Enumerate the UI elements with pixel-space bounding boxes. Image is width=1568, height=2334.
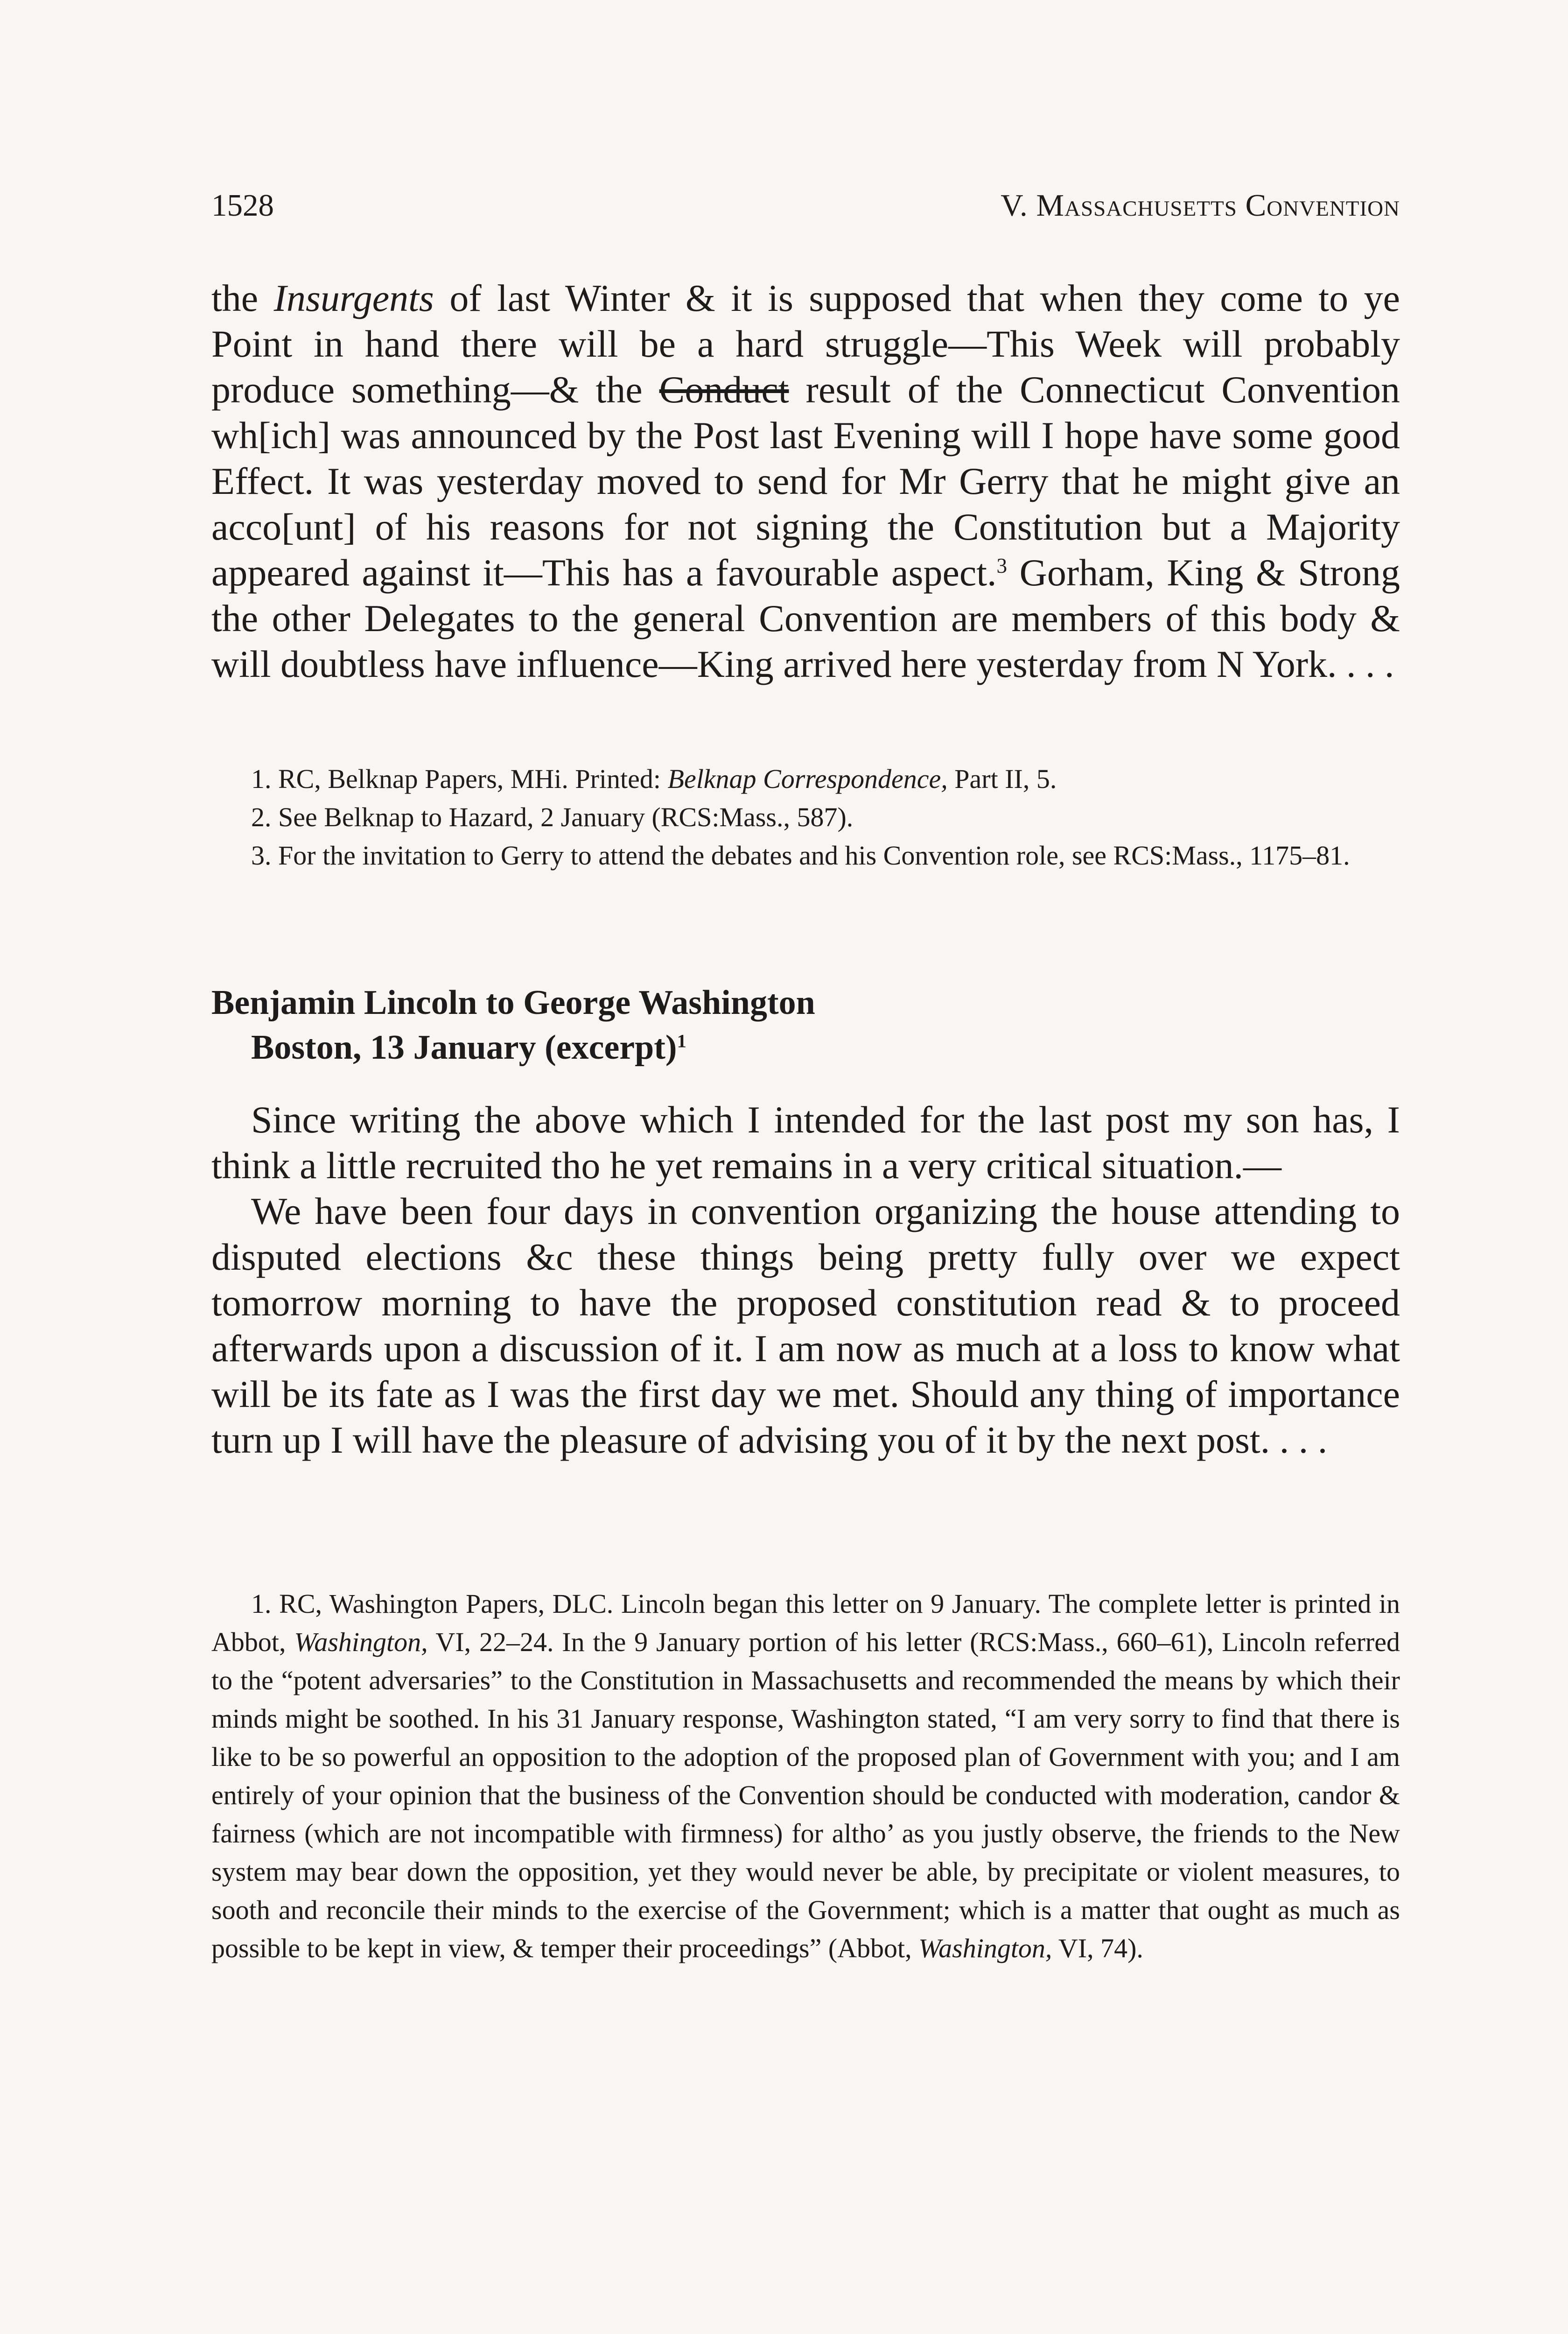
text-run: Boston, 13 January (excerpt): [251, 1028, 677, 1067]
text-run: VI, 74).: [1052, 1933, 1143, 1963]
section-title: V. Massachusetts Convention: [1001, 188, 1400, 223]
footnote-2: 2. See Belknap to Hazard, 2 January (RCS:Mass., 587).: [251, 802, 854, 832]
footnote-1: [211, 760, 1400, 798]
footnotes-letter2: [211, 1585, 1400, 1968]
paragraph-2: We have been four days in convention organizing the house attending to disputed elections &c these things being pretty fully over we expect tomorrow morning to have the proposed constitution read & to proceed afterwards upon a discussion of it. I am now as much at a loss to know what will be its fate as I was the first day we met. Should any thing of importance turn up I will have the pleasure of advising you of it by the next post. . . .: [211, 1190, 1400, 1461]
paragraph-1: Since writing the above which I intended for the last post my son has, I think a little recruited tho he yet remains in a very critical situation.—: [211, 1098, 1400, 1187]
footnotes-letter1: [211, 760, 1400, 875]
text-run: 1. RC, Washington Papers, DLC. Lincoln began this letter on 9 January. The complete letter is printed in Abbot,: [211, 1589, 1400, 1657]
heading-place-date: [211, 1025, 1400, 1070]
italic-run: Belknap Correspondence,: [667, 764, 948, 794]
letter-heading: [211, 980, 1400, 1070]
page-number: 1528: [211, 188, 274, 223]
text-run: Gorham, King & Strong the other Delegates to the general Convention are members of this body & will doubtless have influence—King arrived here yesterday from N York. . . .: [211, 551, 1400, 685]
footnote-ref: 1: [677, 1030, 686, 1052]
text-run: 1. RC, Belknap Papers, MHi. Printed:: [251, 764, 668, 794]
heading-title: Benjamin Lincoln to George Washington: [211, 984, 815, 1022]
text-run: VI, 22–24. In the 9 January portion of his letter (RCS:Mass., 660–61), Lincoln referred to the “potent adversaries” to the Constitution in Massachusetts and recommended the means by which their minds might be soothed. In his 31 January response, Washington stated, “I am very sorry to find that there is like to be so powerful an opposition to the adoption of the proposed plan of Government with you; and I am entirely of your opinion that the business of the Convention should be conducted with moderation, candor & fairness (which are not incompatible with firmness) for altho’ as you justly observe, the friends to the New system may bear down the opposition, yet they would never be able, by precipitate or violent measures, to sooth and reconcile their minds to the exercise of the Government; which is a matter that ought as much as possible to be kept in view, & temper their proceedings” (Abbot,: [211, 1627, 1400, 1963]
letter-continuation: [211, 275, 1400, 687]
italic-run: Washington,: [294, 1627, 428, 1657]
italic-run: Insurgents: [273, 277, 434, 319]
text-run: of last Winter & it is supposed that when they come to ye Point in hand there will be a hard struggle—This Week will probably produce something—& the: [211, 277, 1400, 411]
footnote-1: [211, 1585, 1400, 1968]
text-run: result of the Connecticut Convention wh[ich] was announced by the Post last Evening will I hope have some good Effect. It was yesterday moved to send for Mr Gerry that he might give an acco[unt] of his reasons for not signing the Constitution but a Majority appeared against it—This has a favourable aspect.: [211, 368, 1400, 594]
italic-run: Washington,: [918, 1933, 1052, 1963]
footnote-ref: 3: [996, 554, 1008, 577]
struck-word: Conduct: [659, 368, 789, 411]
letter-body: [211, 1097, 1400, 1463]
text-run: Part II, 5.: [947, 764, 1057, 794]
text-run: the: [211, 277, 274, 319]
footnote-3: 3. For the invitation to Gerry to attend the debates and his Convention role, see RCS:Mass., 1175–81.: [251, 840, 1350, 871]
continuation-paragraph: [211, 275, 1400, 687]
